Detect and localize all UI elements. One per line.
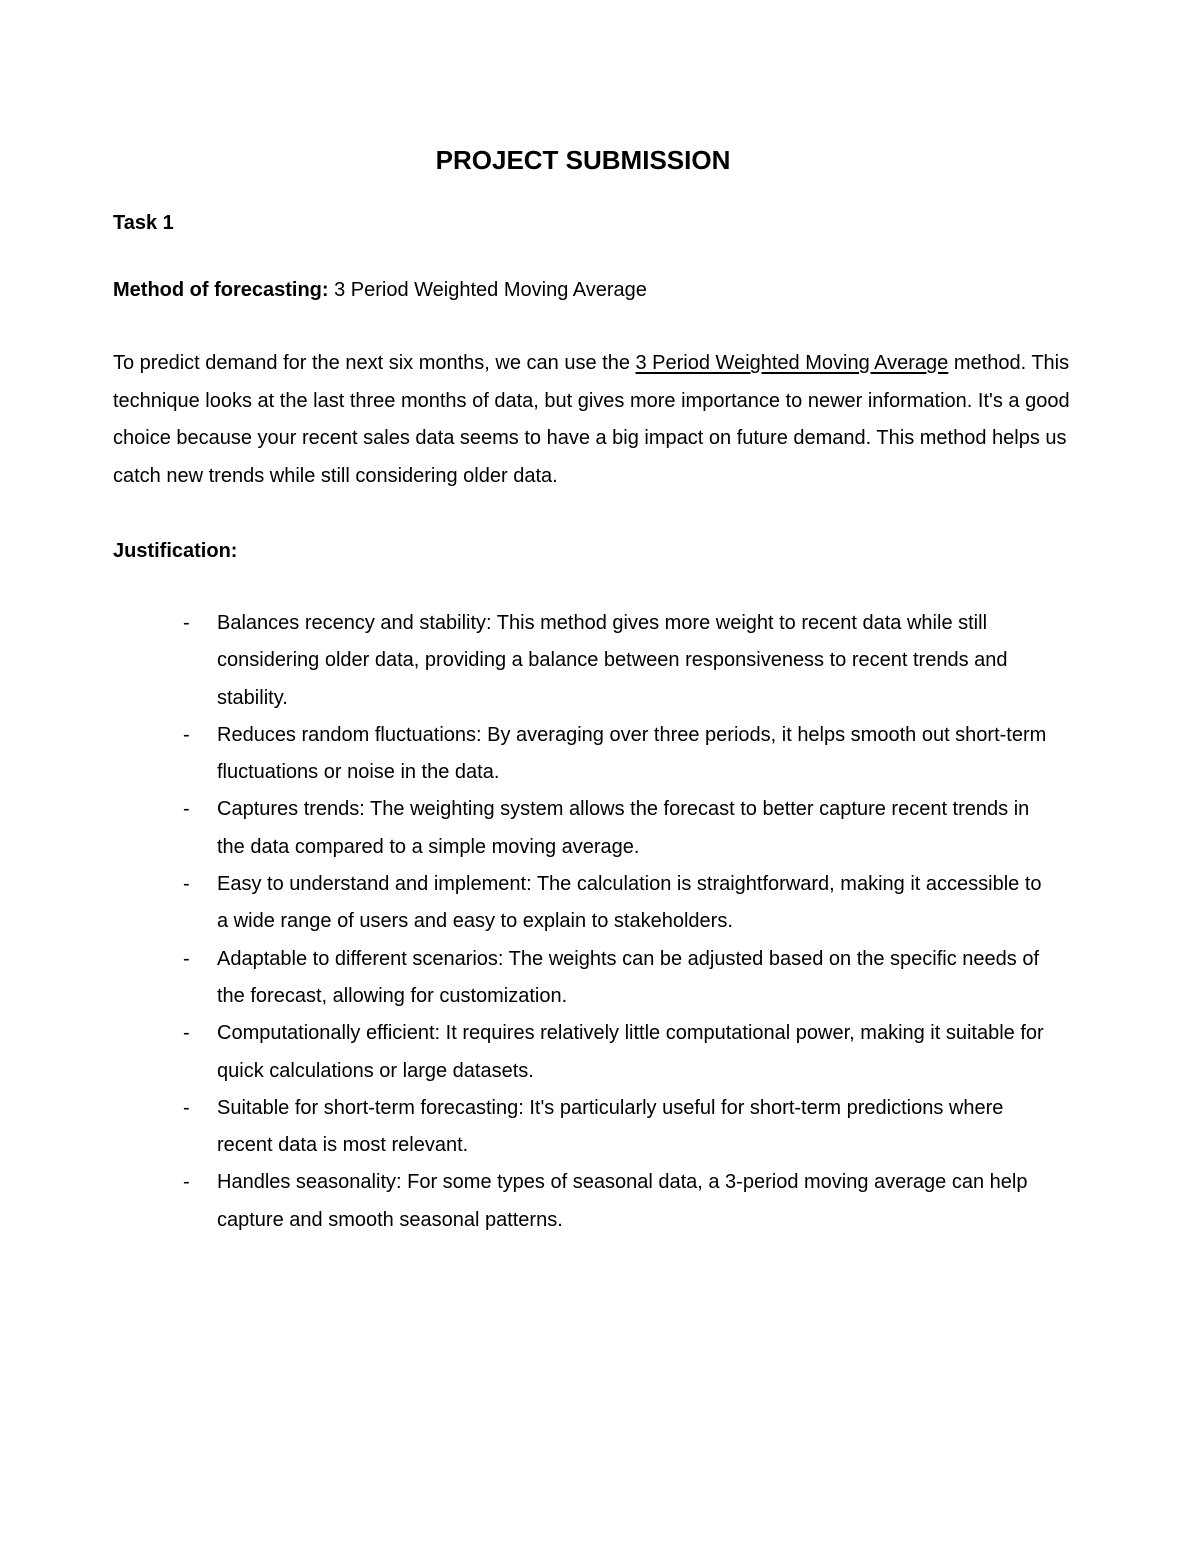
- list-item-text: Handles seasonality: For some types of seasonal data, a 3-period moving average can help capture and smooth seasonal patterns.: [217, 1171, 1028, 1231]
- list-item: [0, 866, 1057, 941]
- list-item: [0, 717, 1057, 792]
- document-title: PROJECT SUBMISSION: [435, 145, 731, 175]
- list-item: [0, 1164, 1057, 1239]
- intro-paragraph: [113, 345, 1073, 495]
- method-value: 3 Period Weighted Moving Average: [334, 279, 647, 301]
- list-item-text: Suitable for short-term forecasting: It's particularly useful for short-term predictions where recent data is most relevant.: [217, 1096, 1004, 1157]
- bullet-dash: -: [183, 612, 190, 634]
- justification-heading: Justification:: [113, 540, 238, 562]
- intro-text-start: To predict demand for the next six months, we can use the: [113, 352, 636, 374]
- task-heading: Task 1: [113, 212, 174, 234]
- list-item-text: Easy to understand and implement: The calculation is straightforward, making it accessible to a wide range of users and easy to explain to stakeholders.: [217, 873, 1042, 933]
- list-item-text: Adaptable to different scenarios: The weights can be adjusted based on the specific needs of the forecast, allowing for customization.: [217, 947, 1040, 1007]
- list-item-text: Computationally efficient: It requires relatively little computational power, making it suitable for quick calculations or large datasets.: [217, 1022, 1044, 1082]
- list-item-text: Reduces random fluctuations: By averaging over three periods, it helps smooth out short-term fluctuations or noise in the data.: [217, 723, 1047, 784]
- list-item: [0, 1015, 1057, 1090]
- bullet-dash: -: [183, 798, 190, 821]
- list-item-text: Captures trends: The weighting system allows the forecast to better capture recent trends in the data compared to a simple moving average.: [217, 798, 1030, 858]
- justification-list: [0, 605, 1200, 1239]
- method-label: Method of forecasting: [113, 279, 322, 301]
- method-line: [113, 277, 647, 303]
- intro-text-end: method. This technique looks at the last three months of data, but gives more importance to newer information. It's a good choice because your recent sales data seems to have a big impact on future demand. This method helps us catch new trends while still considering older data.: [113, 352, 1070, 487]
- method-separator: :: [321, 279, 335, 301]
- list-item: [0, 1090, 1057, 1165]
- bullet-dash: -: [183, 723, 190, 746]
- bullet-dash: -: [183, 1096, 190, 1119]
- bullet-dash: -: [183, 1022, 190, 1045]
- bullet-dash: -: [183, 873, 190, 896]
- list-item: [0, 791, 1057, 866]
- bullet-dash: -: [183, 1171, 190, 1194]
- list-item: [0, 605, 1057, 717]
- bullet-dash: -: [183, 947, 190, 970]
- intro-underlined-method: 3 Period Weighted Moving Average: [635, 352, 949, 374]
- list-item: [0, 941, 1057, 1016]
- list-item-text: Balances recency and stability: This method gives more weight to recent data while still considering older data, providing a balance between responsiveness to recent trends and stability.: [217, 612, 1008, 709]
